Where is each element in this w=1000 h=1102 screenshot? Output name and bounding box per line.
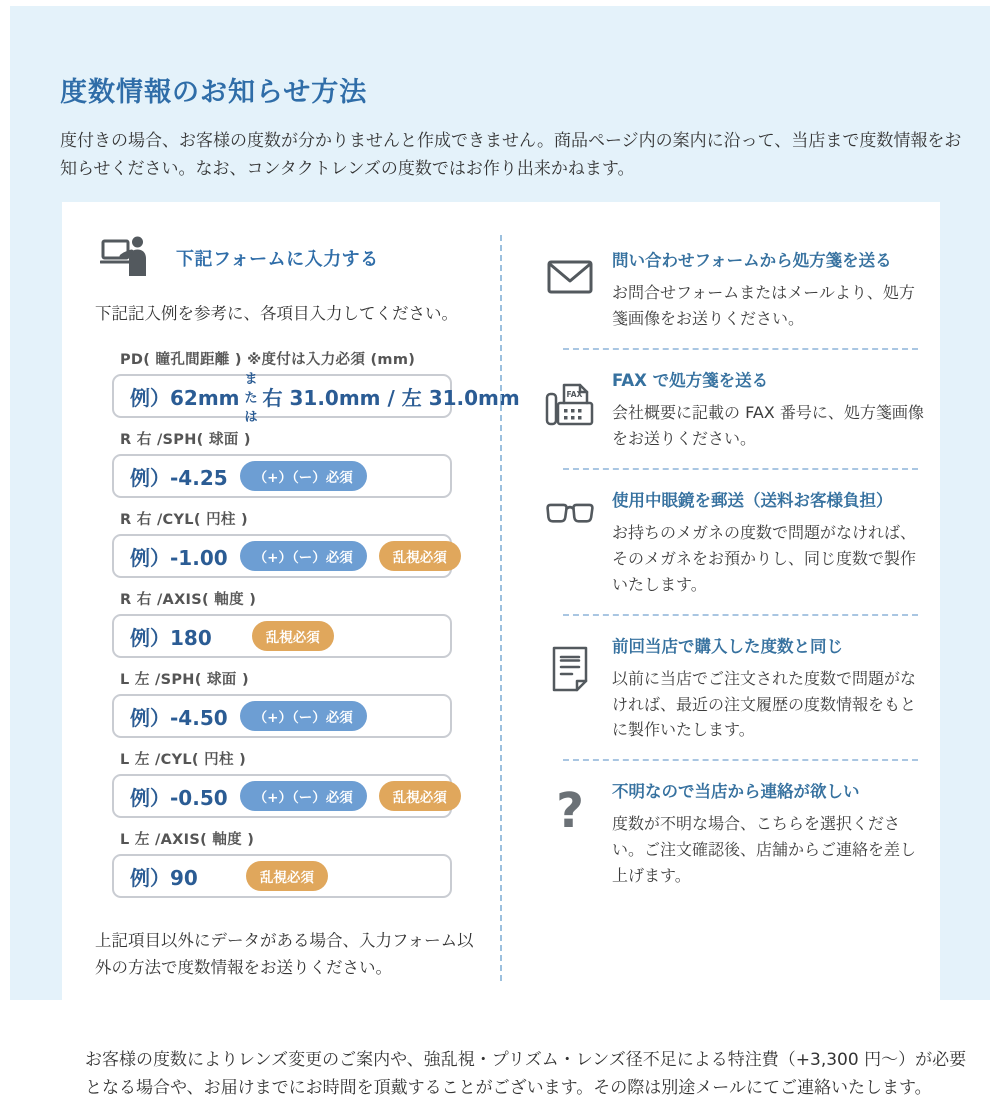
- intro-text: 度付きの場合、お客様の度数が分かりませんと作成できません。商品ページ内の案内に沿って、当店まで度数情報をお知らせください。なお、コンタクトレンズの度数ではお作り出来かねます。: [60, 131, 962, 180]
- method-body: お問合せフォームまたはメールより、処方箋画像をお送りください。: [612, 283, 915, 329]
- field-example: 例）-4.50: [130, 705, 228, 730]
- method-mail-glasses: [545, 485, 940, 598]
- divider: [563, 614, 918, 616]
- svg-text:FAX: FAX: [566, 390, 583, 400]
- method-title: 前回当店で購入した度数と同じ: [612, 636, 843, 656]
- method-fax: [545, 365, 940, 452]
- divider: [563, 468, 918, 470]
- astigmatism-required-pill: 乱視必須: [379, 541, 461, 571]
- method-body: 度数が不明な場合、こちらを選択ください。ご注文確認後、店舗からご連絡を差し上げます。: [612, 814, 917, 886]
- field-example: 例）-0.50: [130, 785, 228, 810]
- field-label-l-sph: L 左 /SPH( 球面 ): [120, 672, 249, 689]
- field-example: 例）-4.25: [130, 465, 228, 490]
- astigmatism-required-pill: 乱視必須: [379, 781, 461, 811]
- method-contact-form: [545, 245, 940, 332]
- field-example-box-pd: [112, 371, 520, 425]
- form-fields: [112, 348, 520, 898]
- person-at-computer-icon: [100, 235, 148, 280]
- field-example-box-r-axis: [112, 614, 452, 658]
- method-title: FAX で処方箋を送る: [612, 371, 769, 391]
- method-contact-me: [545, 776, 940, 889]
- astigmatism-required-pill: 乱視必須: [246, 861, 328, 891]
- form-subheading: 下記記入例を参考に、各項目入力してください。: [95, 304, 458, 324]
- prescription-info-panel: [10, 6, 990, 1099]
- glasses-icon: [545, 500, 595, 598]
- field-example-box-r-cyl: [112, 534, 452, 578]
- method-title: 問い合わせフォームから処方箋を送る: [612, 251, 892, 271]
- field-label-r-cyl: R 右 /CYL( 円柱 ): [120, 512, 248, 529]
- method-body: お持ちのメガネの度数で問題がなければ、そのメガネをお預かりし、同じ度数で製作いたします。: [612, 522, 917, 594]
- sign-required-pill: （+）（ー）必須: [240, 781, 367, 811]
- astigmatism-required-pill: 乱視必須: [252, 621, 334, 651]
- form-note: 上記項目以外にデータがある場合、入力フォーム以外の方法で度数情報をお送りください。: [95, 931, 474, 977]
- field-example-box-l-sph: [112, 694, 452, 738]
- field-label-l-axis: L 左 /AXIS( 軸度 ): [120, 832, 255, 849]
- sign-required-pill: （+）（ー）必須: [240, 461, 367, 491]
- question-icon: ?: [556, 783, 584, 840]
- field-example-box-l-axis: [112, 854, 452, 898]
- field-example-box-l-cyl: [112, 774, 452, 818]
- fax-icon: [545, 380, 595, 452]
- field-example: 例）180: [130, 625, 212, 650]
- field-label-l-cyl: L 左 /CYL( 円柱 ): [120, 752, 247, 769]
- field-example: 例）-1.00: [130, 545, 228, 570]
- footer-note: お客様の度数によりレンズ変更のご案内や、強乱視・プリズム・レンズ径不足による特注費（+3,300 円〜）が必要となる場合や、お届けまでにお時間を頂戴することがございます。その際は別途メールにてご連絡いたします。: [85, 1050, 967, 1099]
- pd-example-left: 例）62mm: [130, 385, 240, 410]
- divider: [563, 348, 918, 350]
- method-body: 以前に当店でご注文された度数で問題がなければ、最近の注文履歴の度数情報をもとに製作いたします。: [612, 668, 917, 740]
- sign-required-pill: （+）（ー）必須: [240, 541, 367, 571]
- sign-required-pill: （+）（ー）必須: [240, 701, 367, 731]
- mail-icon: [545, 260, 595, 332]
- page-title: 度数情報のお知らせ方法: [60, 77, 368, 109]
- field-label-r-axis: R 右 /AXIS( 軸度 ): [120, 592, 257, 609]
- field-label-pd: PD( 瞳孔間距離 ) ※度付は入力必須 (mm): [120, 352, 416, 369]
- method-title: 不明なので当店から連絡が欲しい: [612, 782, 860, 802]
- method-body: 会社概要に記載の FAX 番号に、処方箋画像をお送りください。: [612, 403, 924, 448]
- field-example-box-r-sph: [112, 454, 452, 498]
- document-icon: [545, 646, 595, 744]
- field-label-r-sph: R 右 /SPH( 球面 ): [120, 432, 251, 449]
- form-example-column: [62, 235, 520, 981]
- field-example: 例）90: [130, 865, 198, 890]
- pd-example-right: 右 31.0mm / 左 31.0mm: [262, 385, 520, 410]
- method-previous-order: [545, 631, 940, 744]
- form-header: [62, 235, 500, 280]
- pd-example-middle: または: [244, 371, 258, 425]
- other-methods-column: [500, 235, 940, 981]
- divider: [563, 759, 918, 761]
- method-title: 使用中眼鏡を郵送（送料お客様負担）: [612, 490, 893, 510]
- form-heading: 下記フォームに入力する: [176, 248, 379, 270]
- methods-card: [62, 202, 940, 1019]
